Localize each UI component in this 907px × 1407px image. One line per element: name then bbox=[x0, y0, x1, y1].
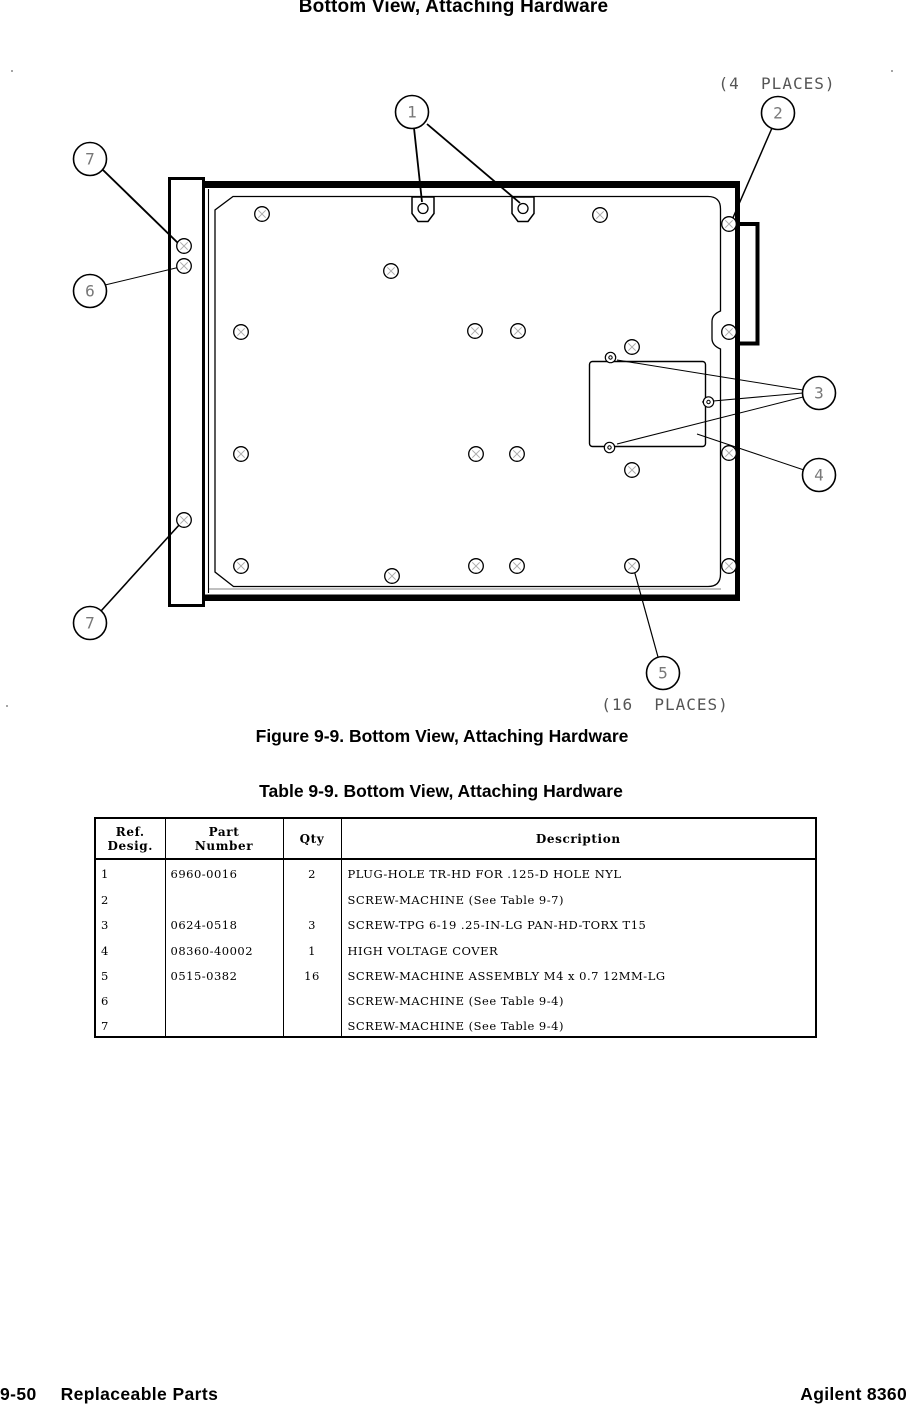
leader-line bbox=[732, 128, 772, 220]
callout-label: 5 bbox=[658, 663, 668, 683]
cell-desc: SCREW-MACHINE (See Table 9-4) bbox=[341, 986, 816, 1011]
screw-icon bbox=[722, 559, 737, 574]
table-header-row bbox=[95, 818, 816, 859]
cell-part bbox=[165, 986, 283, 1011]
screw-icon bbox=[722, 446, 737, 461]
cell-part bbox=[165, 884, 283, 909]
screw-icon bbox=[234, 447, 249, 462]
cell-desc: SCREW-MACHINE (See Table 9-4) bbox=[341, 1011, 816, 1036]
page-title: Bottom View, Attaching Hardware bbox=[298, 0, 609, 17]
callout-3 bbox=[803, 377, 836, 410]
footer-section-title: Replaceable Parts bbox=[60, 1384, 219, 1404]
cell-ref: 1 bbox=[101, 867, 109, 882]
table-row bbox=[95, 986, 816, 1011]
cell-desc: SCREW-TPG 6-19 .25-IN-LG PAN-HD-TORX T15 bbox=[341, 910, 816, 935]
figure-caption: Figure 9-9. Bottom View, Attaching Hardware bbox=[255, 726, 629, 746]
screw-icon bbox=[722, 325, 737, 340]
cell-ref: 6 bbox=[101, 994, 109, 1009]
col-header-qty: Qty bbox=[283, 818, 341, 859]
cell-desc: PLUG-HOLE TR-HD FOR .125-D HOLE NYL bbox=[341, 859, 816, 884]
page-artifact-dot bbox=[11, 70, 13, 72]
callout-label: 1 bbox=[407, 102, 417, 122]
footer-product-name: Agilent 8360 bbox=[800, 1384, 907, 1404]
screw-icon bbox=[511, 324, 526, 339]
cell-qty: 3 bbox=[283, 910, 341, 935]
cell-ref: 2 bbox=[101, 892, 109, 907]
parts-table bbox=[94, 817, 817, 1038]
screw-icon bbox=[177, 513, 192, 528]
cell-ref: 3 bbox=[101, 918, 109, 933]
cell-part: 0624-0518 bbox=[165, 910, 283, 935]
screw-icon bbox=[625, 340, 640, 355]
screw-icon bbox=[177, 239, 192, 254]
tab-hole-icon bbox=[418, 204, 428, 214]
col-header-line: Ref. bbox=[115, 824, 145, 839]
callout-1 bbox=[396, 96, 429, 129]
cell-qty bbox=[283, 1011, 341, 1036]
callout-label: 2 bbox=[773, 103, 783, 123]
col-header-description: Description bbox=[341, 818, 816, 859]
callout-label: 7 bbox=[85, 149, 95, 169]
cell-part: 0515-0382 bbox=[165, 961, 283, 986]
screw-icon bbox=[255, 207, 270, 222]
callout-label: 4 bbox=[814, 465, 824, 485]
screw-icon bbox=[625, 559, 640, 574]
callout-5 bbox=[647, 657, 680, 690]
page-footer bbox=[0, 1384, 907, 1406]
cover-screw-icon bbox=[605, 352, 615, 362]
footer-page-number: 9-50 bbox=[0, 1384, 37, 1404]
footer-left bbox=[0, 1384, 218, 1405]
screw-icon bbox=[625, 463, 640, 478]
table-row bbox=[95, 1011, 816, 1036]
high-voltage-cover bbox=[590, 362, 706, 447]
screw-icon bbox=[234, 325, 249, 340]
page-artifact-dot bbox=[6, 705, 8, 707]
cell-qty bbox=[283, 884, 341, 909]
screw-icon bbox=[385, 569, 400, 584]
cell-ref: 7 bbox=[101, 1018, 109, 1033]
col-header-part-number bbox=[165, 818, 283, 859]
page-artifact-dot bbox=[891, 70, 893, 72]
screw-icon bbox=[469, 559, 484, 574]
leader-line bbox=[414, 128, 422, 202]
screw-icon bbox=[177, 259, 192, 274]
col-header-line: Part bbox=[208, 824, 240, 839]
cell-qty: 1 bbox=[283, 935, 341, 960]
callout-2 bbox=[762, 97, 795, 130]
table-caption: Table 9-9. Bottom View, Attaching Hardware bbox=[259, 781, 623, 801]
cell-ref: 4 bbox=[101, 943, 109, 958]
cell-qty bbox=[283, 986, 341, 1011]
callout-7-top bbox=[74, 143, 107, 176]
screw-icon bbox=[234, 559, 249, 574]
cell-part bbox=[165, 1011, 283, 1036]
table-row bbox=[95, 910, 816, 935]
table-row bbox=[95, 884, 816, 909]
places-annotation-top: (4 PLACES) bbox=[718, 74, 836, 93]
screw-icon bbox=[469, 447, 484, 462]
screw-icon bbox=[510, 447, 525, 462]
screw-icon bbox=[468, 324, 483, 339]
col-header-ref-desig bbox=[95, 818, 165, 859]
cell-part: 6960-0016 bbox=[165, 859, 283, 884]
callout-7-bottom bbox=[74, 607, 107, 640]
table-row bbox=[95, 961, 816, 986]
cover-screw-icon bbox=[604, 442, 614, 452]
table-row bbox=[95, 935, 816, 960]
places-annotation-bottom: (16 PLACES) bbox=[601, 695, 729, 714]
screw-icon bbox=[722, 217, 737, 232]
cell-desc: SCREW-MACHINE (See Table 9-7) bbox=[341, 884, 816, 909]
leader-line bbox=[427, 124, 520, 203]
cover-screw-icon bbox=[703, 397, 713, 407]
cell-part: 08360-40002 bbox=[165, 935, 283, 960]
callout-label: 6 bbox=[85, 281, 95, 301]
cell-desc: SCREW-MACHINE ASSEMBLY M4 x 0.7 12MM-LG bbox=[341, 961, 816, 986]
tab-hole-icon bbox=[518, 204, 528, 214]
screw-icon bbox=[510, 559, 525, 574]
cell-qty: 2 bbox=[283, 859, 341, 884]
callout-label: 7 bbox=[85, 613, 95, 633]
screw-icon bbox=[593, 208, 608, 223]
callout-6 bbox=[74, 275, 107, 308]
cell-ref: 5 bbox=[101, 968, 109, 983]
table-row bbox=[95, 859, 816, 884]
cell-qty: 16 bbox=[283, 961, 341, 986]
col-header-line: Desig. bbox=[107, 838, 154, 853]
callout-4 bbox=[803, 459, 836, 492]
col-header-line: Number bbox=[194, 838, 254, 853]
cell-desc: HIGH VOLTAGE COVER bbox=[341, 935, 816, 960]
screw-icon bbox=[384, 264, 399, 279]
side-connector-tab bbox=[739, 224, 758, 344]
callout-label: 3 bbox=[814, 383, 824, 403]
